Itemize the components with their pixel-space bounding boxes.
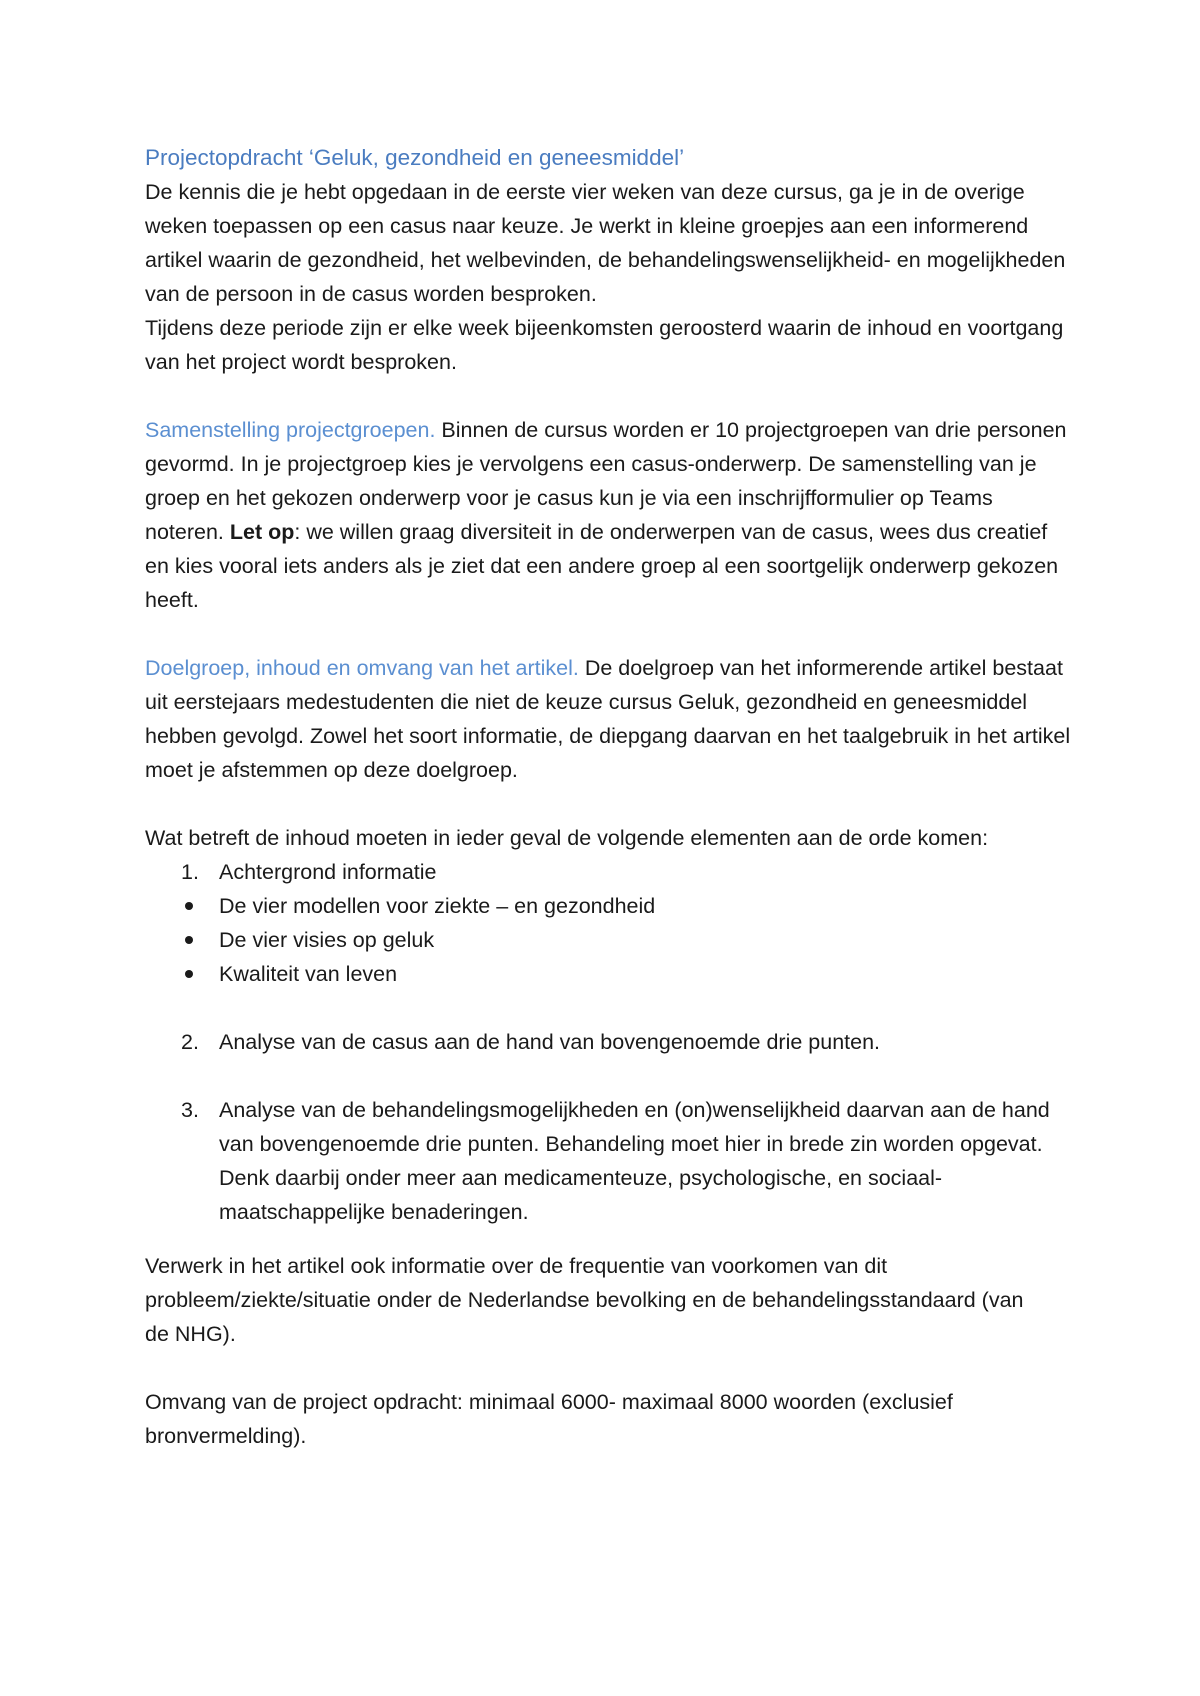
list-item-text: Analyse van de behandelingsmogelijkheden en (on)wenselijkheid daarvan aan de hand van bovengenoemde drie punten. Behandeling moet hier in brede zin worden opgevat. Denk daarbij onder meer aan medicamenteuze, psychologische, en sociaal-maatschappelijke benaderingen. (219, 1098, 1050, 1224)
bullet-icon (185, 902, 193, 910)
let-op-label: Let op (229, 520, 295, 544)
section-text: Binnen de cursus worden er 10 projectgroepen van drie personen gevormd. In je projectgroep kies je vervolgens een casus-onderwerp. De samenstelling van je groep en het gekozen onderwerp voor je casus kun je via een inschrijfformulier op Teams noteren. (145, 418, 1067, 544)
document-title: Projectopdracht ‘Geluk, gezondheid en geneesmiddel’ (145, 145, 685, 170)
spacer (145, 1059, 1080, 1093)
section-heading-target-group: Doelgroep, inhoud en omvang van het artikel. (145, 656, 579, 680)
list-item-text: Analyse van de casus aan de hand van bovengenoemde drie punten. (219, 1030, 881, 1054)
spacer (145, 1351, 1080, 1385)
list-item (145, 889, 1080, 923)
section-heading-project-groups: Samenstelling projectgroepen. (145, 418, 436, 442)
scope-paragraph: Omvang van de project opdracht: minimaal 6000- maximaal 8000 woorden (exclusief bronvermelding). (145, 1390, 953, 1448)
bullet-icon (185, 936, 193, 944)
spacer (145, 1229, 1080, 1249)
list-item (145, 855, 1080, 889)
frequency-paragraph: Verwerk in het artikel ook informatie over de frequentie van voorkomen van dit probleem/ziekte/situatie onder de Nederlandse bevolking en de behandelingsstandaard (van de NHG). (145, 1254, 1024, 1346)
content-intro: Wat betreft de inhoud moeten in ieder geval de volgende elementen aan de orde komen: (145, 826, 989, 850)
list-item-text: De vier visies op geluk (219, 928, 435, 952)
list-item-text: Achtergrond informatie (219, 860, 437, 884)
list-item (145, 957, 1080, 991)
list-number: 1. (181, 860, 199, 884)
list-item (145, 1025, 1080, 1059)
spacer (145, 617, 1080, 651)
section-text: De doelgroep van het informerende artikel bestaat uit eerstejaars medestudenten die niet de keuze cursus Geluk, gezondheid en geneesmiddel hebben gevolgd. Zowel het soort informatie, de diepgang daarvan en het taalgebruik in het artikel moet je afstemmen op deze doelgroep. (145, 656, 1071, 782)
spacer (145, 991, 1080, 1025)
intro-paragraph: De kennis die je hebt opgedaan in de eerste vier weken van deze cursus, ga je in de overige weken toepassen op een casus naar keuze. Je werkt in kleine groepjes aan een informerend artikel waarin de gezondheid, het welbevinden, de behandelingswenselijkheid- en mogelijkheden van de persoon in de casus worden besproken. (145, 180, 1066, 306)
spacer (145, 787, 1080, 821)
intro-paragraph-2: Tijdens deze periode zijn er elke week bijeenkomsten geroosterd waarin de inhoud en voortgang van het project wordt besproken. (145, 316, 1064, 374)
elements-list (145, 855, 1080, 1229)
section-text-after: : we willen graag diversiteit in de onderwerpen van de casus, wees dus creatief en kies vooral iets anders als je ziet dat een andere groep al een soortgelijk onderwerp gekozen heeft. (145, 520, 1059, 612)
bullet-icon (185, 970, 193, 978)
list-item-text: De vier modellen voor ziekte – en gezondheid (219, 894, 656, 918)
spacer (145, 379, 1080, 413)
list-number: 2. (181, 1030, 199, 1054)
list-item (145, 923, 1080, 957)
list-item-text: Kwaliteit van leven (219, 962, 398, 986)
list-item (145, 1093, 1079, 1229)
list-number: 3. (181, 1098, 199, 1122)
section-project-groups (145, 413, 1075, 617)
section-target-group (145, 651, 1075, 787)
